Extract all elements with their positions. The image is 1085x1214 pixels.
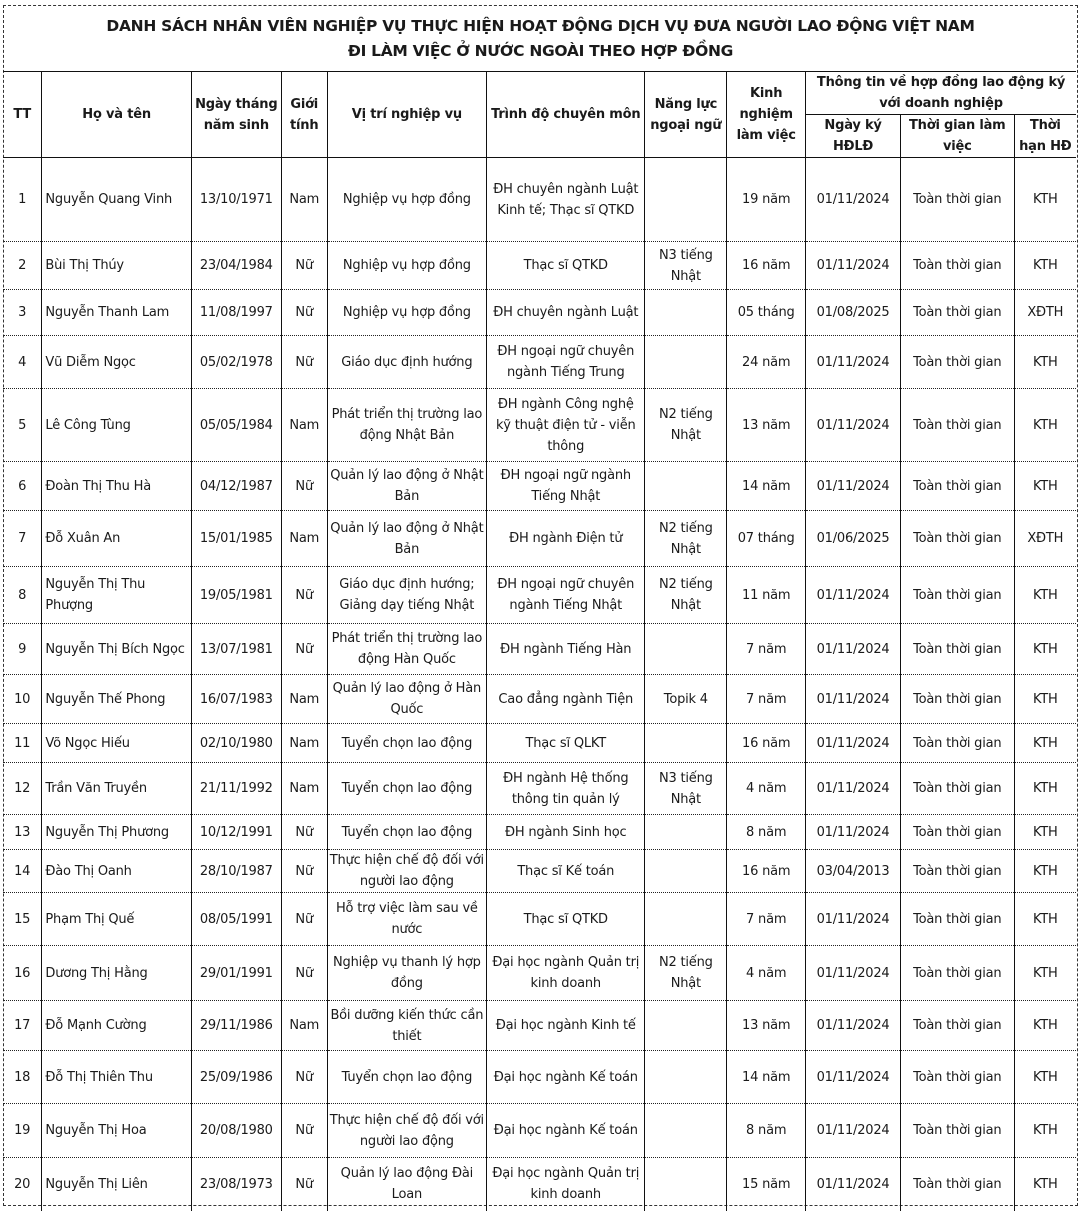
table-row (3, 242, 1076, 290)
cell-tt: 11 (3, 724, 42, 763)
cell-dob: 19/05/1981 (191, 567, 281, 624)
cell-position: Quản lý lao động Đài Loan (327, 1158, 486, 1211)
cell-experience: 16 năm (727, 724, 806, 763)
cell-education: ĐH ngoại ngữ ngành Tiếng Nhật (487, 462, 645, 511)
cell-language (645, 624, 727, 675)
cell-term: KTH (1014, 675, 1076, 724)
header-language: Năng lực ngoại ngữ (645, 72, 727, 158)
cell-education: Đại học ngành Kế toán (487, 1104, 645, 1158)
cell-position: Nghiệp vụ hợp đồng (327, 158, 486, 242)
cell-experience: 05 tháng (727, 290, 806, 336)
cell-name: Nguyễn Thị Hoa (42, 1104, 191, 1158)
cell-gender: Nữ (281, 946, 327, 1001)
cell-education: Đại học ngành Quản trị kinh doanh (487, 946, 645, 1001)
cell-dob: 21/11/1992 (191, 763, 281, 815)
cell-position: Quản lý lao động ở Hàn Quốc (327, 675, 486, 724)
table-body (3, 158, 1076, 1211)
cell-sign-date: 01/11/2024 (806, 242, 901, 290)
cell-experience: 8 năm (727, 1104, 806, 1158)
cell-gender: Nam (281, 158, 327, 242)
header-sign-date: Ngày ký HĐLĐ (806, 115, 901, 158)
cell-education: Cao đẳng ngành Tiện (487, 675, 645, 724)
document-title (4, 6, 1077, 71)
cell-work-time: Toàn thời gian (901, 850, 1015, 893)
cell-dob: 29/01/1991 (191, 946, 281, 1001)
cell-experience: 7 năm (727, 675, 806, 724)
cell-sign-date: 01/11/2024 (806, 675, 901, 724)
cell-work-time: Toàn thời gian (901, 1051, 1015, 1104)
cell-dob: 13/10/1971 (191, 158, 281, 242)
cell-sign-date: 01/11/2024 (806, 1001, 901, 1051)
cell-name: Trần Văn Truyền (42, 763, 191, 815)
header-education: Trình độ chuyên môn (487, 72, 645, 158)
cell-dob: 08/05/1991 (191, 893, 281, 946)
cell-experience: 15 năm (727, 1158, 806, 1211)
cell-language (645, 462, 727, 511)
cell-gender: Nam (281, 389, 327, 462)
title-line-1: DANH SÁCH NHÂN VIÊN NGHIỆP VỤ THỰC HIỆN HOẠT ĐỘNG DỊCH VỤ ĐƯA NGƯỜI LAO ĐỘNG VIỆT NAM (106, 16, 975, 35)
cell-work-time: Toàn thời gian (901, 462, 1015, 511)
cell-experience: 11 năm (727, 567, 806, 624)
cell-experience: 16 năm (727, 242, 806, 290)
staff-table (3, 71, 1076, 1211)
cell-gender: Nữ (281, 1104, 327, 1158)
cell-sign-date: 01/11/2024 (806, 763, 901, 815)
cell-dob: 23/08/1973 (191, 1158, 281, 1211)
cell-experience: 4 năm (727, 946, 806, 1001)
cell-experience: 4 năm (727, 763, 806, 815)
table-row (3, 1051, 1076, 1104)
cell-language: Topik 4 (645, 675, 727, 724)
cell-dob: 15/01/1985 (191, 511, 281, 567)
cell-gender: Nam (281, 511, 327, 567)
cell-name: Nguyễn Thị Thu Phượng (42, 567, 191, 624)
header-gender: Giới tính (281, 72, 327, 158)
table-row (3, 893, 1076, 946)
cell-term: KTH (1014, 389, 1076, 462)
cell-work-time: Toàn thời gian (901, 242, 1015, 290)
cell-work-time: Toàn thời gian (901, 511, 1015, 567)
table-row (3, 567, 1076, 624)
cell-term: KTH (1014, 567, 1076, 624)
cell-dob: 29/11/1986 (191, 1001, 281, 1051)
table-row (3, 815, 1076, 850)
cell-work-time: Toàn thời gian (901, 946, 1015, 1001)
cell-gender: Nữ (281, 290, 327, 336)
cell-gender: Nữ (281, 567, 327, 624)
cell-position: Tuyển chọn lao động (327, 724, 486, 763)
cell-work-time: Toàn thời gian (901, 675, 1015, 724)
cell-term: KTH (1014, 763, 1076, 815)
cell-tt: 2 (3, 242, 42, 290)
header-tt: TT (3, 72, 42, 158)
cell-language (645, 724, 727, 763)
cell-experience: 14 năm (727, 462, 806, 511)
cell-education: ĐH ngành Tiếng Hàn (487, 624, 645, 675)
cell-sign-date: 01/08/2025 (806, 290, 901, 336)
cell-tt: 8 (3, 567, 42, 624)
cell-gender: Nữ (281, 624, 327, 675)
table-row (3, 1158, 1076, 1211)
cell-education: Thạc sĩ QTKD (487, 242, 645, 290)
cell-tt: 19 (3, 1104, 42, 1158)
cell-position: Quản lý lao động ở Nhật Bản (327, 511, 486, 567)
cell-name: Võ Ngọc Hiếu (42, 724, 191, 763)
cell-dob: 25/09/1986 (191, 1051, 281, 1104)
table-row (3, 850, 1076, 893)
cell-position: Bồi dưỡng kiến thức cần thiết (327, 1001, 486, 1051)
table-row (3, 1104, 1076, 1158)
header-contract-group: Thông tin về hợp đồng lao động ký với doanh nghiệp (806, 72, 1076, 115)
cell-dob: 13/07/1981 (191, 624, 281, 675)
cell-position: Tuyển chọn lao động (327, 1051, 486, 1104)
cell-work-time: Toàn thời gian (901, 336, 1015, 389)
cell-dob: 02/10/1980 (191, 724, 281, 763)
cell-position: Nghiệp vụ hợp đồng (327, 242, 486, 290)
cell-gender: Nữ (281, 336, 327, 389)
cell-education: Thạc sĩ QTKD (487, 893, 645, 946)
header-term: Thời hạn HĐ (1014, 115, 1076, 158)
cell-name: Đào Thị Oanh (42, 850, 191, 893)
header-name: Họ và tên (42, 72, 191, 158)
cell-term: KTH (1014, 1001, 1076, 1051)
cell-sign-date: 01/11/2024 (806, 1104, 901, 1158)
cell-dob: 04/12/1987 (191, 462, 281, 511)
table-row (3, 946, 1076, 1001)
table-row (3, 462, 1076, 511)
cell-term: KTH (1014, 158, 1076, 242)
cell-work-time: Toàn thời gian (901, 567, 1015, 624)
cell-language: N3 tiếng Nhật (645, 763, 727, 815)
cell-language (645, 893, 727, 946)
cell-experience: 24 năm (727, 336, 806, 389)
cell-tt: 3 (3, 290, 42, 336)
cell-gender: Nữ (281, 1158, 327, 1211)
cell-name: Phạm Thị Quế (42, 893, 191, 946)
header-work-time: Thời gian làm việc (901, 115, 1015, 158)
cell-name: Nguyễn Thị Bích Ngọc (42, 624, 191, 675)
cell-language: N3 tiếng Nhật (645, 242, 727, 290)
cell-name: Nguyễn Thế Phong (42, 675, 191, 724)
cell-tt: 20 (3, 1158, 42, 1211)
cell-gender: Nữ (281, 850, 327, 893)
cell-dob: 05/02/1978 (191, 336, 281, 389)
cell-dob: 10/12/1991 (191, 815, 281, 850)
cell-work-time: Toàn thời gian (901, 724, 1015, 763)
cell-sign-date: 01/11/2024 (806, 567, 901, 624)
cell-position: Phát triển thị trường lao động Nhật Bản (327, 389, 486, 462)
table-row (3, 336, 1076, 389)
cell-dob: 16/07/1983 (191, 675, 281, 724)
cell-name: Đỗ Thị Thiên Thu (42, 1051, 191, 1104)
cell-work-time: Toàn thời gian (901, 158, 1015, 242)
cell-education: Đại học ngành Quản trị kinh doanh (487, 1158, 645, 1211)
cell-language: N2 tiếng Nhật (645, 567, 727, 624)
cell-sign-date: 01/11/2024 (806, 946, 901, 1001)
cell-experience: 7 năm (727, 893, 806, 946)
cell-position: Giáo dục định hướng; Giảng dạy tiếng Nhật (327, 567, 486, 624)
cell-tt: 1 (3, 158, 42, 242)
cell-gender: Nam (281, 1001, 327, 1051)
table-row (3, 675, 1076, 724)
cell-sign-date: 01/11/2024 (806, 815, 901, 850)
cell-work-time: Toàn thời gian (901, 815, 1015, 850)
cell-education: ĐH chuyên ngành Luật Kinh tế; Thạc sĩ QTKD (487, 158, 645, 242)
cell-language (645, 336, 727, 389)
cell-language (645, 158, 727, 242)
cell-name: Đỗ Mạnh Cường (42, 1001, 191, 1051)
table-row (3, 724, 1076, 763)
cell-gender: Nữ (281, 1051, 327, 1104)
cell-experience: 13 năm (727, 1001, 806, 1051)
cell-tt: 18 (3, 1051, 42, 1104)
cell-name: Nguyễn Thanh Lam (42, 290, 191, 336)
cell-position: Tuyển chọn lao động (327, 763, 486, 815)
cell-sign-date: 01/11/2024 (806, 336, 901, 389)
cell-position: Thực hiện chế độ đối với người lao động (327, 850, 486, 893)
header-dob: Ngày tháng năm sinh (191, 72, 281, 158)
cell-name: Đoàn Thị Thu Hà (42, 462, 191, 511)
cell-sign-date: 01/11/2024 (806, 1051, 901, 1104)
cell-dob: 28/10/1987 (191, 850, 281, 893)
cell-position: Giáo dục định hướng (327, 336, 486, 389)
cell-work-time: Toàn thời gian (901, 389, 1015, 462)
cell-language: N2 tiếng Nhật (645, 946, 727, 1001)
cell-education: ĐH ngoại ngữ chuyên ngành Tiếng Nhật (487, 567, 645, 624)
cell-language: N2 tiếng Nhật (645, 511, 727, 567)
cell-sign-date: 01/11/2024 (806, 462, 901, 511)
cell-education: ĐH ngành Hệ thống thông tin quản lý (487, 763, 645, 815)
cell-experience: 19 năm (727, 158, 806, 242)
cell-language: N2 tiếng Nhật (645, 389, 727, 462)
cell-language (645, 1051, 727, 1104)
table-row (3, 763, 1076, 815)
cell-language (645, 815, 727, 850)
cell-sign-date: 03/04/2013 (806, 850, 901, 893)
cell-name: Dương Thị Hằng (42, 946, 191, 1001)
cell-education: Thạc sĩ QLKT (487, 724, 645, 763)
cell-term: KTH (1014, 893, 1076, 946)
cell-gender: Nam (281, 763, 327, 815)
cell-term: KTH (1014, 946, 1076, 1001)
cell-education: ĐH ngoại ngữ chuyên ngành Tiếng Trung (487, 336, 645, 389)
cell-sign-date: 01/11/2024 (806, 1158, 901, 1211)
cell-term: XĐTH (1014, 290, 1076, 336)
cell-term: KTH (1014, 850, 1076, 893)
cell-position: Nghiệp vụ thanh lý hợp đồng (327, 946, 486, 1001)
cell-term: KTH (1014, 1051, 1076, 1104)
cell-name: Bùi Thị Thúy (42, 242, 191, 290)
cell-tt: 10 (3, 675, 42, 724)
cell-position: Quản lý lao động ở Nhật Bản (327, 462, 486, 511)
cell-name: Nguyễn Thị Liên (42, 1158, 191, 1211)
cell-experience: 07 tháng (727, 511, 806, 567)
cell-tt: 4 (3, 336, 42, 389)
cell-tt: 15 (3, 893, 42, 946)
cell-position: Phát triển thị trường lao động Hàn Quốc (327, 624, 486, 675)
cell-tt: 7 (3, 511, 42, 567)
cell-term: KTH (1014, 1104, 1076, 1158)
cell-language (645, 850, 727, 893)
cell-education: Đại học ngành Kế toán (487, 1051, 645, 1104)
cell-gender: Nữ (281, 893, 327, 946)
cell-gender: Nam (281, 724, 327, 763)
cell-name: Lê Công Tùng (42, 389, 191, 462)
header-position: Vị trí nghiệp vụ (327, 72, 486, 158)
header-experience: Kinh nghiệm làm việc (727, 72, 806, 158)
cell-experience: 16 năm (727, 850, 806, 893)
cell-work-time: Toàn thời gian (901, 290, 1015, 336)
cell-language (645, 1158, 727, 1211)
cell-term: XĐTH (1014, 511, 1076, 567)
table-row (3, 624, 1076, 675)
cell-language (645, 290, 727, 336)
cell-sign-date: 01/06/2025 (806, 511, 901, 567)
cell-gender: Nữ (281, 462, 327, 511)
cell-work-time: Toàn thời gian (901, 1001, 1015, 1051)
cell-name: Vũ Diễm Ngọc (42, 336, 191, 389)
cell-name: Nguyễn Quang Vinh (42, 158, 191, 242)
cell-education: ĐH chuyên ngành Luật (487, 290, 645, 336)
cell-experience: 7 năm (727, 624, 806, 675)
cell-tt: 16 (3, 946, 42, 1001)
cell-education: ĐH ngành Công nghệ kỹ thuật điện tử - viễn thông (487, 389, 645, 462)
cell-tt: 13 (3, 815, 42, 850)
cell-dob: 23/04/1984 (191, 242, 281, 290)
cell-tt: 12 (3, 763, 42, 815)
cell-term: KTH (1014, 815, 1076, 850)
cell-term: KTH (1014, 724, 1076, 763)
cell-work-time: Toàn thời gian (901, 893, 1015, 946)
cell-tt: 9 (3, 624, 42, 675)
cell-education: Thạc sĩ Kế toán (487, 850, 645, 893)
table-row (3, 389, 1076, 462)
cell-position: Tuyển chọn lao động (327, 815, 486, 850)
cell-work-time: Toàn thời gian (901, 624, 1015, 675)
cell-term: KTH (1014, 624, 1076, 675)
cell-gender: Nữ (281, 242, 327, 290)
cell-experience: 13 năm (727, 389, 806, 462)
cell-sign-date: 01/11/2024 (806, 724, 901, 763)
cell-term: KTH (1014, 462, 1076, 511)
cell-position: Hỗ trợ việc làm sau về nước (327, 893, 486, 946)
cell-work-time: Toàn thời gian (901, 763, 1015, 815)
cell-education: ĐH ngành Điện tử (487, 511, 645, 567)
cell-tt: 17 (3, 1001, 42, 1051)
cell-sign-date: 01/11/2024 (806, 893, 901, 946)
cell-sign-date: 01/11/2024 (806, 624, 901, 675)
cell-tt: 6 (3, 462, 42, 511)
cell-name: Đỗ Xuân An (42, 511, 191, 567)
cell-language (645, 1104, 727, 1158)
spreadsheet (3, 5, 1078, 1206)
cell-position: Thực hiện chế độ đối với người lao động (327, 1104, 486, 1158)
cell-language (645, 1001, 727, 1051)
cell-name: Nguyễn Thị Phương (42, 815, 191, 850)
cell-work-time: Toàn thời gian (901, 1158, 1015, 1211)
cell-gender: Nữ (281, 815, 327, 850)
cell-term: KTH (1014, 242, 1076, 290)
cell-tt: 14 (3, 850, 42, 893)
cell-position: Nghiệp vụ hợp đồng (327, 290, 486, 336)
cell-experience: 8 năm (727, 815, 806, 850)
cell-experience: 14 năm (727, 1051, 806, 1104)
cell-gender: Nam (281, 675, 327, 724)
cell-dob: 11/08/1997 (191, 290, 281, 336)
cell-dob: 20/08/1980 (191, 1104, 281, 1158)
table-row (3, 511, 1076, 567)
cell-sign-date: 01/11/2024 (806, 158, 901, 242)
cell-work-time: Toàn thời gian (901, 1104, 1015, 1158)
table-header (3, 72, 1076, 158)
table-row (3, 1001, 1076, 1051)
cell-dob: 05/05/1984 (191, 389, 281, 462)
cell-term: KTH (1014, 1158, 1076, 1211)
table-row (3, 158, 1076, 242)
cell-education: ĐH ngành Sinh học (487, 815, 645, 850)
cell-sign-date: 01/11/2024 (806, 389, 901, 462)
cell-term: KTH (1014, 336, 1076, 389)
cell-education: Đại học ngành Kinh tế (487, 1001, 645, 1051)
title-line-2: ĐI LÀM VIỆC Ở NƯỚC NGOÀI THEO HỢP ĐỒNG (347, 41, 734, 60)
table-row (3, 290, 1076, 336)
cell-tt: 5 (3, 389, 42, 462)
